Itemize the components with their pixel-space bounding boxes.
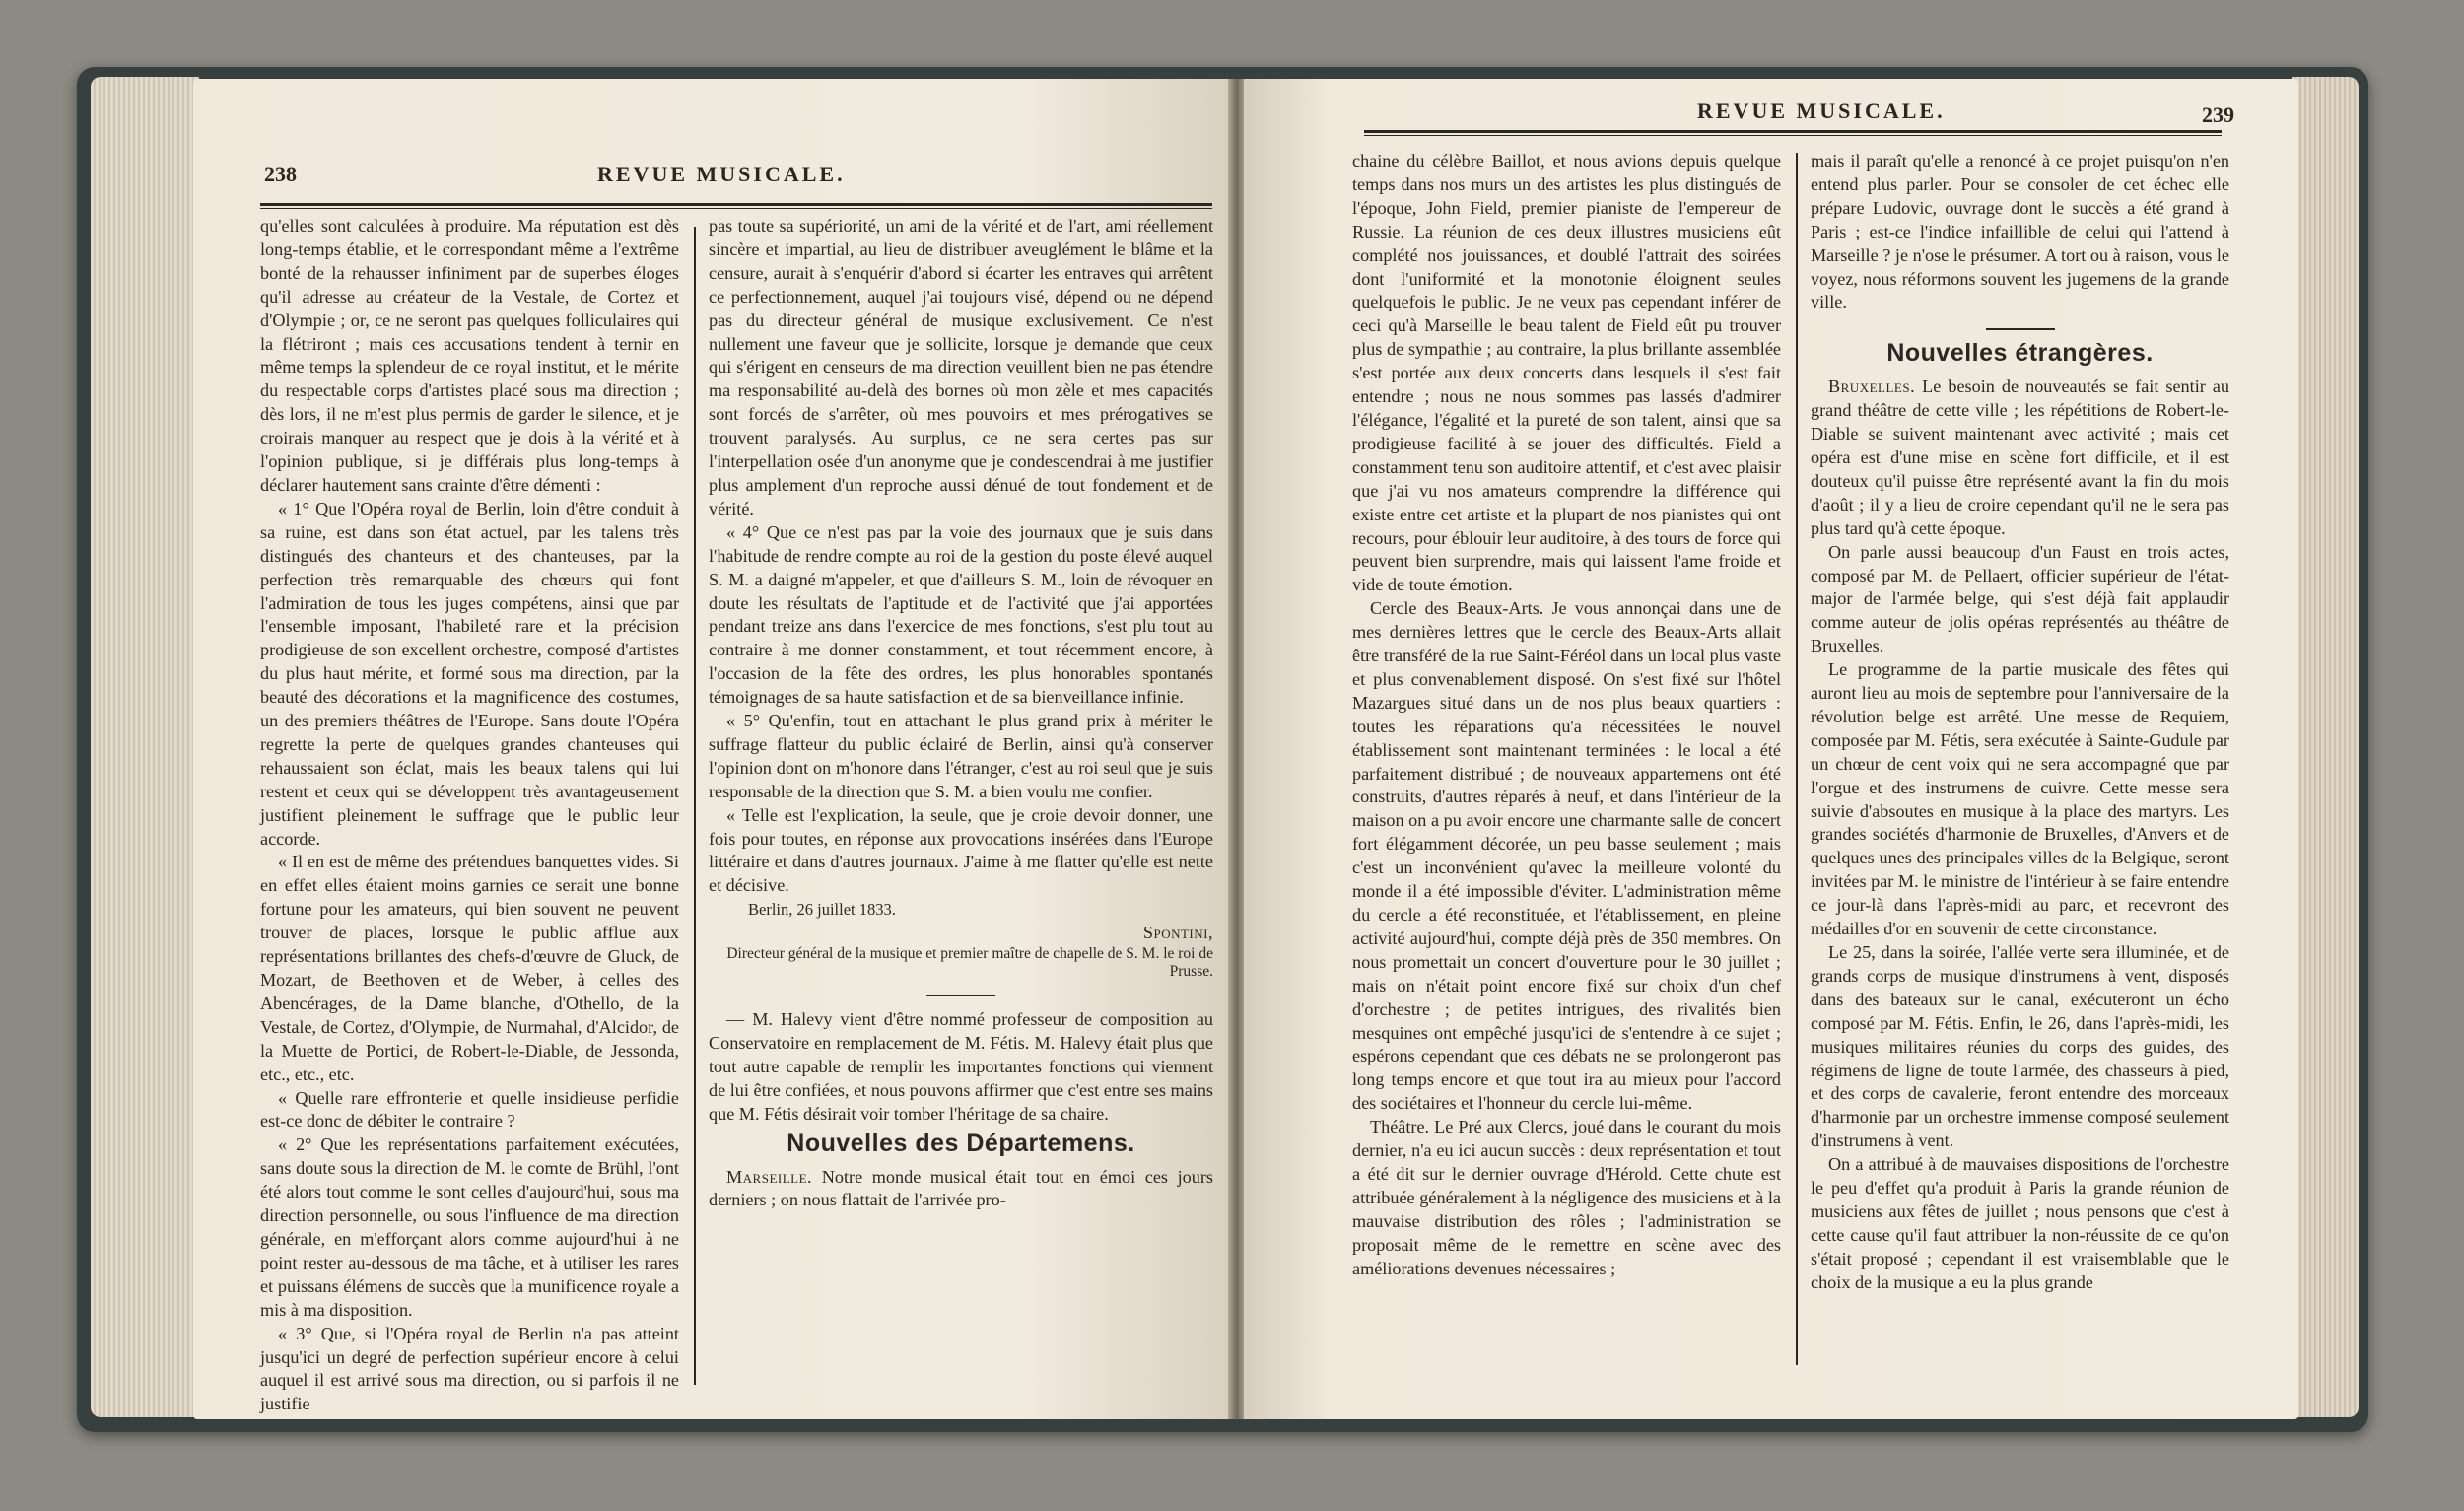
left-column-2 xyxy=(709,215,1213,1212)
left-page-number: 238 xyxy=(264,162,297,186)
paragraph: « Telle est l'explication, la seule, que je croie devoir donner, une fois pour toutes, en réponse aux provocations insérées dans l'Europe littéraire et dans d'autres journaux. J'aime à me flatter qu'elle est nette et décisive. xyxy=(709,804,1213,896)
right-column-1 xyxy=(1352,150,1781,1281)
left-page-edges xyxy=(91,77,199,1417)
paragraph: « 3° Que, si l'Opéra royal de Berlin n'a pas atteint jusqu'ici un degré de perfection supérieur encore à celui auquel il est arrivé sous ma direction, ou si parfois il ne justifie xyxy=(260,1323,679,1414)
right-page-edges xyxy=(2292,77,2359,1417)
right-page-header: REVUE MUSICALE. xyxy=(1697,99,1946,123)
marseille-text: Notre monde musical était tout en émoi ces jours derniers ; on nous flattait de l'arrivée pro- xyxy=(709,1166,1213,1210)
paragraph: qu'elles sont calculées à produire. Ma réputation est dès long-temps établie, et le correspondant même a l'extrême bonté de la rehausser infiniment par de superbes éloges qu'il adresse au créateur de la Vestale, de Cortez et d'Olympie ; or, ce ne seront pas quelques folliculaires qui la flétriront ; mais ces accusations tendent à ternir en même temps la splendeur de ce royal institut, et le mérite du respectable corps d'artistes placé sous ma direction ; dès lors, il ne m'est plus permis de garder le silence, et je croirais manquer au respect que je dois à la vérité et à l'opinion publique, si je différais plus long-temps à déclarer hautement sans crainte d'être démenti : xyxy=(260,216,679,495)
separator-rule xyxy=(1986,328,2055,330)
paragraph: chaine du célèbre Baillot, et nous avions depuis quelque temps dans nos murs un des artistes les plus distingués de l'époque, John Field, premier pianiste de l'empereur de Russie. La réunion de ces deux illustres musiciens eût complété nos jouissances, et doublé l'attrait des soirées dont l'uniformité et la monotonie éloignent seules quelquefois le public. Je ne veux pas cependant inférer de ceci qu'à Marseille le beau talent de Field eût pu trouver plus de sympathie ; au contraire, la plus brillante assemblée s'est portée aux deux concerts dans lesquels il s'est fait entendre ; nous ne nous sommes pas lassés d'admirer l'élégance, l'égalité et la pureté de son talent, ainsi que sa prodigieuse facilité à se jouer des difficultés. Field a constamment tenu son auditoire attentif, et c'est avec plaisir que j'ai vu nos amateurs comprendre la différence qui existe entre cet artiste et la plupart de nos pianistes qui ont recours, pour éblouir leur auditoire, à des tours de force qui peuvent bien surprendre, mais qui laissent l'ame froide et vide de toute émotion. xyxy=(1352,151,1781,595)
paragraph: « 2° Que les représentations parfaitement exécutées, sans doute sous la direction de M. le comte de Brühl, l'ont été alors tout comme le sont celles d'aujourd'hui, sous ma direction personnelle, ou sous l'influence de ma direction générale, en m'efforçant alors comme aujourd'hui à ne point rester au-dessous de ma tâche, et à utiliser les rares et puissans élémens de succès que la munificence royale a mis à ma disposition. xyxy=(260,1134,679,1320)
paragraph: « 4° Que ce n'est pas par la voie des journaux que je suis dans l'habitude de rendre compte au roi de la gestion du poste élevé auquel S. M. a daigné m'appeler, et que d'ailleurs S. M., loin de révoquer en doute les résultats de l'aptitude et de l'activité que j'ai apportées pendant treize ans dans l'exercice de mes fonctions, s'est plu tout au contraire à me donner constamment, et tout récemment encore, à l'occasion de la fête des ordres, les plus honorables spontanés témoignages de sa haute satisfaction et de sa bienveillance infinie. xyxy=(709,521,1213,708)
paragraph: Théâtre. Le Pré aux Clercs, joué dans le courant du mois dernier, n'a eu ici aucun succès : deux représentation et tout a été dit sur le dernier ouvrage d'Hérold. Cette chute est attribuée généralement à la négligence des musiciens et à la mauvaise distribution des rôles ; l'administration se proposait même de le remettre en scène avec des améliorations devenues nécessaires ; xyxy=(1352,1117,1781,1278)
left-header-rule xyxy=(260,203,1212,206)
marseille-label: Marseille. xyxy=(726,1166,813,1187)
bruxelles-label: Bruxelles. xyxy=(1828,377,1916,397)
right-column-2 xyxy=(1811,150,2229,1295)
halevy-paragraph: — M. Halevy vient d'être nommé professeur de composition au Conservatoire en remplacement de M. Fétis. M. Halevy était plus que tout autre capable de remplir les importantes fonctions qui viennent de lui être confiées, et nous pouvons affirmer que c'est entre ses mains que M. Fétis désirait voir tomber l'héritage de sa chaire. xyxy=(709,1009,1213,1124)
paragraph: « 1° Que l'Opéra royal de Berlin, loin d'être conduit à sa ruine, est dans son état actuel, par les talens très distingués des chanteurs et des chanteuses, par la perfection très remarquable des chœurs qui font l'admiration de tous les juges compétens, ainsi que par l'ensemble imposant, l'habileté rare et la précision prodigieuse de son excellent orchestre, composé d'artistes du plus haut mérite, et formé sous ma direction, par la beauté des décorations et la magnificence des costumes, un des premiers théâtres de l'Europe. Sans doute l'Opéra regrette la perte de quelques grandes chanteuses qui rehaussaient son éclat, mais les beaux talens qui lui restent et ceux qui se développent très avantageusement justifient pleinement le suffrage que le public leur accorde. xyxy=(260,498,679,849)
left-header-rule-thin xyxy=(260,208,1212,209)
date-line: Berlin, 26 juillet 1833. xyxy=(748,900,896,920)
left-column-1 xyxy=(260,215,679,1416)
paragraph: On a attribué à de mauvaises dispositions de l'orchestre le peu d'effet qu'a produit à Paris la grande réunion de musiciens aux fêtes de juillet ; nous pensons que c'est à cette cause qu'il faut attribuer la non-réussite de ce qu'on s'était proposé ; cependant il est vraisemblable que le choix de la musique a eu la plus grande xyxy=(1811,1154,2229,1292)
right-header-rule-thin xyxy=(1364,135,2222,136)
paragraph: On parle aussi beaucoup d'un Faust en trois actes, composé par M. de Pellaert, officier supérieur de l'état-major de l'armée belge, qui s'est déjà fait applaudir comme auteur de jolis opéras représentés au théâtre de Bruxelles. xyxy=(1811,541,2229,656)
right-page xyxy=(1244,79,2298,1419)
signature: Spontini, xyxy=(1142,923,1213,943)
separator-rule xyxy=(926,995,995,996)
section-title-etrangeres: Nouvelles étrangères. xyxy=(1886,339,2154,368)
left-page xyxy=(193,79,1230,1419)
paragraph: mais il paraît qu'elle a renoncé à ce projet puisqu'on n'en entend plus parler. Pour se consoler de cet échec elle prépare Ludovic, ouvrage dont le succès a été grand à Paris ; est-ce l'indice infaillible de celui qui l'attend à Marseille ? je n'ose le présumer. A tort ou à raison, vous le voyez, nous réformons souvent les jugemens de la grande ville. xyxy=(1811,151,2229,312)
left-column-divider xyxy=(694,227,696,1385)
bruxelles-text: Le besoin de nouveautés se fait sentir au grand théâtre de cette ville ; les répétitions de Robert-le-Diable se suivent maintenant avec activité ; mais cet opéra est d'une mise en scène fort difficile, et il est douteux qu'il puisse être représenté avant la fin du mois d'août ; il y a lieu de croire cependant qu'il ne le sera pas plus tard qu'à cette époque. xyxy=(1811,377,2230,538)
right-column-divider xyxy=(1796,153,1798,1365)
left-page-header: REVUE MUSICALE. xyxy=(597,162,846,186)
signature-title: Directeur général de la musique et premier maître de chapelle de S. M. le roi de Prusse. xyxy=(726,945,1213,981)
paragraph: « Il en est de même des prétendues banquettes vides. Si en effet elles étaient moins garnies ce serait une bonne fortune pour les amateurs, qui bien souvent ne peuvent trouver de places, lorsque le public afflue aux représentations brillantes des chefs-d'œuvre de Gluck, de Mozart, de Beethoven et de Weber, à celles des Abencérages, de la Dame blanche, d'Othello, de la Vestale, de Cortez, d'Olympie, de Nurmahal, d'Alcidor, de la Muette de Portici, de Robert-le-Diable, de Jessonda, etc., etc., etc. xyxy=(260,852,679,1084)
paragraph: Le 25, dans la soirée, l'allée verte sera illuminée, et de grands corps de musique d'instrumens à vent, disposés dans des bateaux sur le canal, exécuteront un écho composé par M. Fétis. Enfin, le 26, dans l'après-midi, les musiques militaires réunies du corps des guides, des régimens de ligne de toute l'armée, des chasseurs à pied, et des corps de cavalerie, feront entendre des morceaux d'harmonie par un orchestre immense composé seulement d'instrumens à vent. xyxy=(1811,942,2229,1151)
right-page-number: 239 xyxy=(2202,103,2234,127)
paragraph: pas toute sa supériorité, un ami de la vérité et de l'art, ami réellement sincère et impartial, au lieu de distribuer aveuglément le blâme et la censure, aurait à s'enquérir d'abord si écarter les entraves qui arrêtent ce perfectionnement, auquel j'ai toujours visé, dépend ou ne dépend pas du directeur général de musique exclusivement. Ce n'est nullement une faveur que je sollicite, lorsque je demande que ceux qui s'érigent en censeurs de ma direction veuillent bien ne pas étendre ma responsabilité au-delà des bornes où mon zèle et mes capacités sont forcés de s'arrêter, où mes pouvoirs et mes prérogatives se trouvent paralysés. Au surplus, ce ne sera certes pas sur l'interpellation osée d'un anonyme que je condescendrai à me justifier plus amplement d'un reproche aussi dénué de tout fondement et de vérité. xyxy=(709,216,1213,518)
paragraph: « Quelle rare effronterie et quelle insidieuse perfidie est-ce donc de débiter le contraire ? xyxy=(260,1087,679,1132)
paragraph: « 5° Qu'enfin, tout en attachant le plus grand prix à mériter le suffrage flatteur du public éclairé de Berlin, ainsi qu'à conserver l'opinion dont on m'honore dans l'étranger, c'est au roi seul que je suis responsable de la direction que S. M. a bien voulu me confier. xyxy=(709,711,1213,801)
paragraph: Le programme de la partie musicale des fêtes qui auront lieu au mois de septembre pour l'anniversaire de la révolution belge est arrêté. Une messe de Requiem, composée par M. Fétis, sera exécutée à Sainte-Gudule par un chœur de cent voix qui ne sera accompagné que par l'orgue et des instrumens de cuivre. Cette messe sera suivie d'absoutes en musique à la place des martyrs. Les grandes sociétés d'harmonie de Bruxelles, d'Anvers et de quelques unes des principales villes de la Belgique, seront invitées par M. le ministre de l'intérieur à se faire entendre ce jour-là dans l'après-midi au parc, et recevront des médailles d'or en souvenir de cette circonstance. xyxy=(1811,659,2229,939)
paragraph: Cercle des Beaux-Arts. Je vous annonçai dans une de mes dernières lettres que le cercle des Beaux-Arts allait être transféré de la rue Saint-Féréol dans un local plus vaste et plus convenablement disposé. On s'est fixé sur l'hôtel Mazargues situé dans un de nos plus beaux quartiers : toutes les réparations qu'a nécessitées le nouvel établissement sont maintenant terminées : le local a été parfaitement distribué ; de nouveaux appartemens ont été construits, d'autres réparés à neuf, et dans l'intérieur de la maison on a pu avoir encore une charmante salle de concert fort élégamment décorée, un peu basse seulement ; mais c'est un inconvénient qu'avec la meilleure volonté du monde il a été impossible d'éviter. L'administration même du cercle a été reconstituée, et l'établissement, en pleine activité aujourd'hui, compte déjà près de 350 membres. On nous promettait un concert d'ouverture pour le 30 juillet ; mais on n'était point encore fixé sur choix d'un chef d'orchestre ; de petites intrigues, des rivalités bien mesquines ont empêché jusqu'ici de s'entendre à ce sujet ; espérons cependant que ces débats ne se prolongeront pas long temps encore et que tout ira au mieux pour l'accord des sociétaires et l'honneur du cercle lui-même. xyxy=(1352,598,1781,1114)
right-header-rule xyxy=(1364,130,2222,133)
section-title-departemens: Nouvelles des Départemens. xyxy=(787,1129,1135,1157)
